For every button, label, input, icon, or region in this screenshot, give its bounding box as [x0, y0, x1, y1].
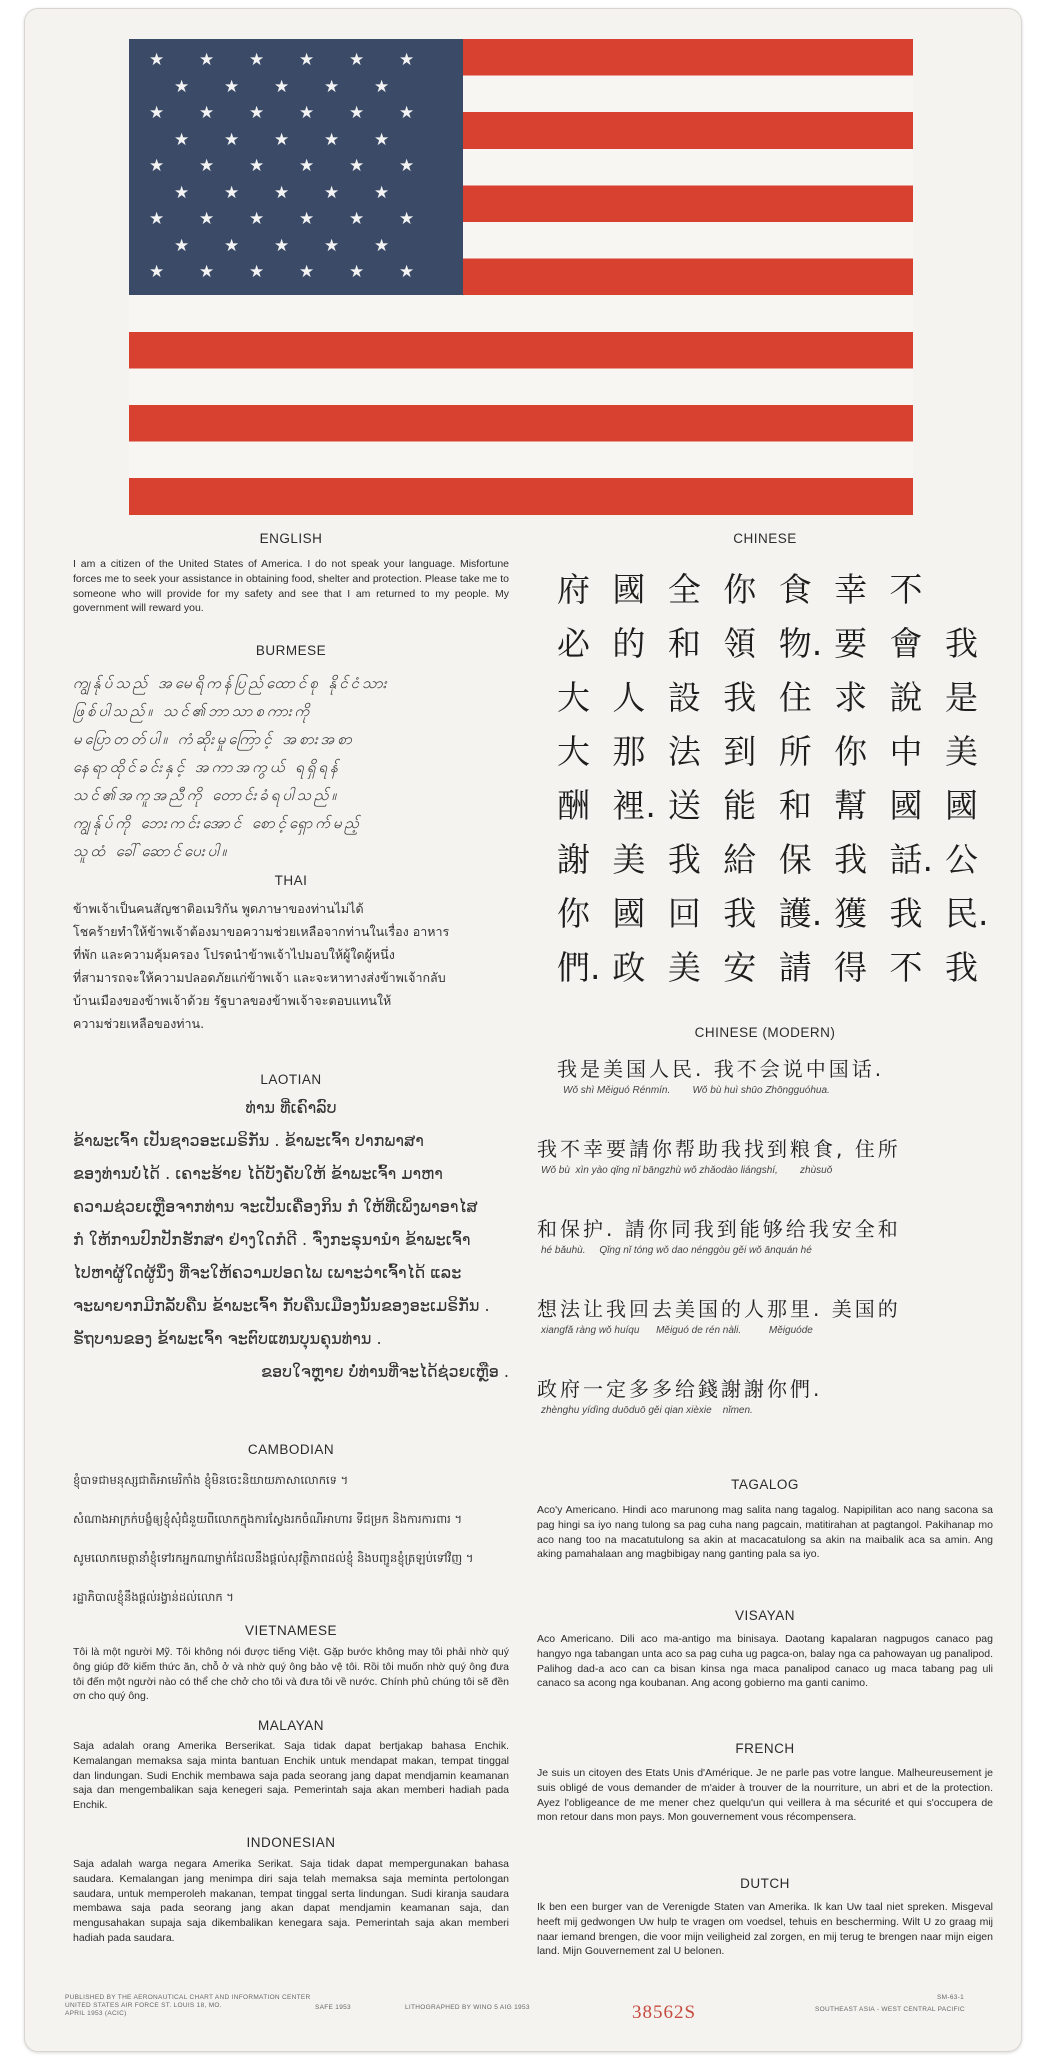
chinese-char: 美 — [667, 948, 701, 987]
flag-star-icon: ★ — [249, 156, 265, 175]
flag-star-icon: ★ — [249, 103, 265, 122]
burmese-heading: BURMESE — [255, 643, 327, 658]
cambodian-line: សូមលោកមេត្តានាំខ្ញុំទៅរកអ្នកណាម្នាក់ដែលនឹងផ្តល់សុវត្ថិភាពដល់ខ្ញុំ និងបញ្ជូនខ្ញុំត្រឡប់ទៅវិញ ។ — [73, 1551, 474, 1565]
flag-star-icon: ★ — [349, 50, 365, 69]
burmese-line: သူထံ ခေါ်ဆောင်ပေးပါ။ — [73, 842, 230, 860]
flag-star-icon: ★ — [274, 182, 290, 202]
chinese-char: 的 — [612, 624, 646, 663]
chinese-char: 裡. — [612, 786, 656, 825]
laotian-heading: LAOTIAN — [260, 1072, 322, 1087]
laotian-line: ທ່ານ ທີ່ເຄົາລົບ — [245, 1098, 337, 1117]
laotian-line: ກໍ ໃຫ້ການປົກປັກຮັກສາ ຢ່າງໃດກໍດີ . ຈົ່ງກະຣຸນານຳ ຂ້າພະເຈົ້າ — [73, 1230, 471, 1249]
burmese-line: ကျွန်ုပ်ကို ဘေးကင်းအောင် စောင့်ရှောက်မည့် — [73, 814, 363, 832]
flag-star-icon: ★ — [299, 103, 315, 122]
chinese-char: 物. — [778, 624, 823, 663]
chinese-char: 我 — [889, 894, 923, 933]
chinese-char: 獲 — [834, 894, 868, 933]
chinese-char: 你 — [834, 732, 868, 771]
chinese-char: 我 — [667, 840, 701, 879]
flag-star-icon: ★ — [274, 235, 290, 255]
chinese-modern-line: 我是美国人民. 我不会说中国话. — [557, 1057, 885, 1081]
thai-line: ความช่วยเหลือของท่าน. — [73, 1016, 205, 1031]
flag-star-icon: ★ — [199, 50, 215, 69]
burmese-line: နေရာထိုင်ခင်းနှင့် အကာအကွယ် ရရှိရန် — [73, 758, 341, 776]
chinese-char: 求 — [834, 678, 868, 717]
chinese-char: 政 — [612, 948, 646, 987]
flag-star-icon: ★ — [224, 129, 240, 149]
chinese-heading: CHINESE — [733, 531, 797, 546]
laotian-text — [73, 1091, 509, 1388]
stock-note: SAFE 1953 — [315, 2004, 351, 2011]
chinese-modern-line: 政府一定多多给錢謝謝你們. — [537, 1377, 823, 1401]
chinese-char: 護. — [778, 894, 823, 933]
chinese-char: 你 — [557, 894, 590, 933]
thai-text — [73, 897, 509, 1035]
pinyin-line: hé bǎuhù. Qǐng nǐ tóng wǒ dao nénggòu gěi wǒ ānquán hé — [541, 1245, 812, 1256]
thai-line: โชคร้ายทำให้ข้าพเจ้าต้องมาขอความช่วยเหลือจากท่านในเรื่อง อาหาร — [73, 924, 450, 939]
chinese-char: 是 — [944, 678, 978, 717]
flag-star-icon: ★ — [274, 76, 290, 96]
tagalog-heading: TAGALOG — [731, 1477, 799, 1492]
flag-star-icon: ★ — [299, 50, 315, 69]
flag-star-icon: ★ — [399, 209, 415, 228]
flag-star-icon: ★ — [224, 182, 240, 202]
french-heading: FRENCH — [735, 1741, 795, 1756]
publisher-note: PUBLISHED BY THE AERONAUTICAL CHART AND INFORMATION CENTER UNITED STATES AIR FORCE ST. LOUIS 18, MO. APRIL 1953 (ACIC) — [65, 1994, 311, 2017]
chinese-row — [557, 725, 997, 779]
english-text: I am a citizen of the United States of America. I do not speak your language. Misfortune forces me to seek your assistance in obtaining food, shelter and protection. Please take me to someone who will provide for my safety and see that I am returned to my people. My government will reward you. — [73, 558, 509, 615]
thai-line: ข้าพเจ้าเป็นคนสัญชาติอเมริกัน พูดภาษาของท่านไม่ได้ — [73, 901, 364, 916]
chinese-char: 說 — [889, 678, 923, 717]
chinese-char: 我 — [723, 894, 757, 933]
laotian-line: ຂ້າພະເຈົ້າ ເປັນຊາວອະເມຣິກັນ . ຂ້າພະເຈົ້າ ປາກພາສາ — [73, 1131, 424, 1150]
flag-star-icon: ★ — [374, 76, 390, 96]
chinese-char: 不 — [889, 948, 923, 987]
flag-star-icon: ★ — [349, 209, 365, 228]
chinese-char: 美 — [612, 840, 646, 879]
chinese-char: 和 — [778, 786, 812, 825]
burmese-line: ကျွန်ုပ်သည် အမေရိကန်ပြည်ထောင်စု နိုင်ငံသား — [73, 674, 390, 692]
chinese-char: 保 — [778, 840, 812, 879]
chinese-char: 謝 — [557, 840, 590, 879]
malayan-heading: MALAYAN — [257, 1718, 325, 1733]
chinese-char: 國 — [944, 786, 978, 825]
laotian-line: ຂອບໃຈຫຼາຍ ບໍ່ທ່ານທີ່ຈະໄດ້ຊ່ວຍເຫຼືອ . — [261, 1362, 509, 1381]
chinese-char: 國 — [612, 570, 646, 609]
chinese-char: 話. — [889, 840, 934, 879]
chinese-char: 那 — [612, 732, 646, 771]
chinese-char — [945, 563, 997, 617]
chinese-char: 們. — [557, 948, 601, 987]
laotian-line: ໄປຫາຜູ້ໃດຜູ້ນຶ່ງ ທີ່ຈະໃຫ້ຄວາມປອດໄພ ເພາະວ່າເຈົ້າໄດ້ ແລະ — [73, 1263, 462, 1282]
pinyin-line: xiangfǎ ràng wǒ huíqu Měiguó de rén nàli. Měiguóde — [541, 1325, 813, 1336]
dutch-text: Ik ben een burger van de Verenigde Staten van Amerika. Ik kan Uw taal niet spreken. Misgeval heeft mij gedwongen Uw hulp te vragen om voedsel, tehuis en bescherming. Wilt U zo graag mij naar iemand brengen, die voor mijn veiligheid zal zorgen, en mij terug te brengen naar mijn eigen land. Mijn Gouvernement zal U belonen. — [537, 1901, 993, 1958]
flag-star-icon: ★ — [249, 262, 265, 281]
english-heading: ENGLISH — [259, 531, 323, 546]
chinese-modern-line: 想法让我回去美国的人那里. 美国的 — [537, 1297, 901, 1321]
dutch-heading: DUTCH — [740, 1876, 790, 1891]
flag-star-icon: ★ — [174, 235, 190, 255]
chinese-char: 食 — [778, 570, 812, 609]
cambodian-line: សំណាងអាក្រក់បង្ខំឲ្យខ្ញុំសុំជំនួយពីលោកក្នុងការស្វែងរកចំណីអាហារ ទីជម្រក និងការការពារ ។ — [73, 1512, 463, 1526]
flag-star-icon: ★ — [324, 76, 340, 96]
chinese-char: 公 — [944, 840, 978, 879]
pinyin-line: Wǒ shì Měiguó Rénmín. Wǒ bù huì shūo Zhōngguóhua. — [563, 1085, 830, 1096]
flag-star-icon: ★ — [174, 182, 190, 202]
flag-canton — [129, 39, 463, 295]
flag-star-icon: ★ — [174, 76, 190, 96]
chinese-char: 住 — [778, 678, 812, 717]
us-flag — [129, 39, 913, 515]
laotian-line: ຈະພາຍາກມີກລັບຄືນ ຂ້າພະເຈົ້າ ກັບຄືນເມືອງນັ້ນຂອງອະເມຣິກັນ . — [73, 1296, 490, 1315]
chinese-char: 中 — [889, 732, 923, 771]
flag-star-icon: ★ — [224, 235, 240, 255]
cambodian-line: រដ្ឋាភិបាលខ្ញុំនឹងផ្តល់រង្វាន់ដល់លោក ។ — [73, 1590, 234, 1604]
laotian-line: ຄວາມຊ່ວຍເຫຼືອຈາກທ່ານ ຈະເປັນເຄື່ອງກິນ ກໍ ໃຫ້ທີ່ເພິ່ງພາອາໄສ — [73, 1197, 478, 1216]
chinese-char: 美 — [944, 732, 978, 771]
blood-chit-sheet — [24, 8, 1022, 2052]
flag-star-icon: ★ — [149, 209, 165, 228]
chinese-modern-line: 和保护. 請你同我到能够给我安全和 — [537, 1217, 901, 1241]
flag-star-icon: ★ — [199, 209, 215, 228]
chinese-char: 我 — [944, 948, 978, 987]
chinese-char: 安 — [723, 948, 757, 987]
chinese-char: 人 — [612, 678, 646, 717]
tagalog-text: Aco'y Americano. Hindi aco marunong mag salita nang tagalog. Napipilitan aco nang sacona sa pag hingi sa iyo nang tulong sa pag cuha nang pagcain, matitirahan at pagtangol. Pakihanap mo aco nang too na macatutulong sa akin at macacatulong sa akin na maibalik aca sa amin. Ang aking pamahalaan ang magbibigay nang ganting pala sa iyo. — [537, 1504, 993, 1561]
flag-star-icon: ★ — [199, 262, 215, 281]
cambodian-text — [73, 1461, 509, 1617]
chinese-char: 幸 — [834, 570, 868, 609]
thai-line: ที่สามารถจะให้ความปลอดภัยแก่ข้าพเจ้า และจะหาทางส่งข้าพเจ้ากลับ — [73, 970, 446, 985]
chinese-row — [557, 779, 997, 833]
chinese-char: 到 — [723, 732, 757, 771]
pinyin-line: zhènghu yídìng duōduō gěi qian xièxie nǐmen. — [541, 1405, 753, 1416]
chinese-char: 我 — [834, 840, 868, 879]
cambodian-heading: CAMBODIAN — [247, 1442, 335, 1457]
chinese-char: 我 — [723, 678, 757, 717]
laotian-line: ຣັຖບານຂອງ ຂ້າພະເຈົ້າ ຈະຕົບແທນບຸນຄຸນທ່ານ . — [73, 1329, 382, 1348]
flag-star-icon: ★ — [299, 209, 315, 228]
flag-star-icon: ★ — [149, 156, 165, 175]
flag-star-icon: ★ — [399, 50, 415, 69]
flag-star-icon: ★ — [224, 76, 240, 96]
area-note: SOUTHEAST ASIA - WEST CENTRAL PACIFIC — [815, 2006, 965, 2013]
flag-star-icon: ★ — [199, 103, 215, 122]
flag-star-icon: ★ — [299, 156, 315, 175]
chinese-char: 不 — [889, 570, 923, 609]
chinese-char: 所 — [778, 732, 812, 771]
flag-star-icon: ★ — [399, 156, 415, 175]
chinese-row — [557, 617, 997, 671]
chinese-char: 回 — [667, 894, 701, 933]
chinese-row — [557, 887, 997, 941]
sheet-code: SM-63-1 — [937, 1994, 965, 2001]
vietnamese-text: Tôi là một người Mỹ. Tôi không nói được tiếng Việt. Gặp bước không may tôi phải nhờ quý ông giúp đỡ kiếm thức ăn, chỗ ở và nhờ quý ông bảo vệ tôi. Rồi tôi muốn nhờ quý ông đưa tôi đến một người nào có thể che chở cho tôi và đưa tôi về nước. Chính phủ chúng tôi sẽ đền ơn cho quý ông. — [73, 1646, 509, 1703]
flag-star-icon: ★ — [324, 235, 340, 255]
thai-line: บ้านเมืองของข้าพเจ้าด้วย รัฐบาลของข้าพเจ้าจะตอบแทนให้ — [73, 993, 392, 1008]
chinese-modern-heading: CHINESE (MODERN) — [694, 1025, 836, 1040]
chinese-char: 國 — [889, 786, 923, 825]
flag-star-icon: ★ — [324, 129, 340, 149]
flag-star-icon: ★ — [349, 103, 365, 122]
flag-star-icon: ★ — [149, 262, 165, 281]
chinese-char: 設 — [667, 678, 701, 717]
chinese-char: 必 — [557, 624, 590, 663]
lithograph-note: LITHOGRAPHED BY WINO 5 AIG 1953 — [405, 2004, 530, 2011]
thai-line: ที่พัก และความคุ้มครอง โปรดนำข้าพเจ้าไปมอบให้ผู้ใดผู้หนึ่ง — [73, 947, 395, 962]
chinese-char: 送 — [667, 786, 701, 825]
flag-star-icon: ★ — [249, 50, 265, 69]
flag-star-icon: ★ — [299, 262, 315, 281]
malayan-text: Saja adalah orang Amerika Berserikat. Saja tidak dapat bertjakap bahasa Enchik. Kemalangan memaksa saja minta bantuan Enchik untuk mendapat makan, tempat tinggal dan lindungan. Sudi Enchik membawa saja pada seorang jang dapat mendjamin keamanan saja dan mengembalikan saja kenegeri saja. Pemerintah saja akan memberi hadiah pada Enchik. — [73, 1740, 509, 1812]
chinese-char: 得 — [834, 948, 868, 987]
french-text: Je suis un citoyen des Etats Unis d'Amérique. Je ne parle pas votre langue. Malheureusement je suis obligé de vous demander de m'aider à trouver de la nourriture, un abri et de la protection. Ayez l'obligeance de me mener chez quelqu'un qui veillera à ma sécurité et qui s'occupera de mon retour dans mon pays. Mon gouvernement vous récompensera. — [537, 1767, 993, 1824]
indonesian-heading: INDONESIAN — [246, 1835, 336, 1850]
chinese-row — [557, 563, 997, 617]
chinese-char: 領 — [723, 624, 757, 663]
chinese-char: 酬 — [557, 786, 590, 825]
flag-star-icon: ★ — [349, 262, 365, 281]
laotian-line: ຂອງທ່ານບໍ່ໄດ້ . ເຄາະຮ້າຍ ໄດ້ບັງຄັບໃຫ້ ຂ້າພະເຈົ້າ ມາຫາ — [73, 1164, 443, 1183]
flag-star-icon: ★ — [374, 235, 390, 255]
burmese-line: ဖြစ်ပါသည်။ သင်၏ဘာသာစကားကို — [73, 702, 313, 720]
chinese-char: 民. — [944, 894, 989, 933]
flag-star-icon: ★ — [374, 182, 390, 202]
burmese-line: မပြောတတ်ပါ။ ကံဆိုးမှုကြောင့် အစားအစာ — [73, 730, 355, 748]
chinese-char: 和 — [667, 624, 701, 663]
thai-heading: THAI — [274, 873, 308, 888]
pinyin-line: Wǒ bù xìn yào qǐng nǐ bāngzhù wǒ zhǎodào liángshí, zhùsuǒ — [541, 1165, 833, 1176]
chinese-row — [557, 671, 997, 725]
flag-star-icon: ★ — [249, 209, 265, 228]
visayan-text: Aco Americano. Dili aco ma-antigo ma binisaya. Daotang kapalaran nagpugos canaco pag hangyo nga tabangan unta aco sa pag cuha ug pagca-on, balay nga ca pahowayan ug panalipod. Palihog dad-a aco can ca bisan kinsa nga maca panalipod canaco ug maca tabang pag uli canaco sa acong nga koubanan. Ang acong gobierno ma ganti canimo. — [537, 1633, 993, 1690]
flag-star-icon: ★ — [274, 129, 290, 149]
burmese-line: သင်၏အကူအညီကို တောင်းခံရပါသည်။ — [73, 786, 340, 804]
flag-star-icon: ★ — [399, 103, 415, 122]
chinese-char: 全 — [667, 570, 701, 609]
chinese-char: 你 — [723, 570, 757, 609]
chinese-char: 法 — [667, 732, 701, 771]
chinese-row — [557, 833, 997, 887]
flag-star-icon: ★ — [399, 262, 415, 281]
chinese-char: 我 — [944, 624, 978, 663]
flag-star-icon: ★ — [199, 156, 215, 175]
burmese-text — [73, 669, 509, 865]
chinese-text — [557, 563, 997, 995]
flag-star-icon: ★ — [149, 50, 165, 69]
flag-star-icon: ★ — [324, 182, 340, 202]
chinese-char: 幫 — [834, 786, 868, 825]
visayan-heading: VISAYAN — [734, 1608, 796, 1623]
chinese-char: 大 — [557, 678, 590, 717]
cambodian-line: ខ្ញុំបាទជាមនុស្សជាតិអាមេរិកាំង ខ្ញុំមិនចេះនិយាយភាសាលោកទេ ។ — [73, 1473, 349, 1487]
chinese-row — [557, 941, 997, 995]
vietnamese-heading: VIETNAMESE — [244, 1623, 338, 1638]
chinese-char: 大 — [557, 732, 590, 771]
flag-star-icon: ★ — [149, 103, 165, 122]
indonesian-text: Saja adalah warga negara Amerika Serikat. Saja tidak dapat mempergunakan bahasa saudara. Kemalangan jang menimpa diri saja telah memaksa saja meminta pertolongan saudara, untuk memperoleh makanan, tempat tinggal serta lindungan. Sudi kiranja saudara membawa saja pada seorang jang akan dapat mendjamin keamanan saja, dan mengusahakan supaja saja dikembalikan kenegara saja. Pemerintah saja akan memberi hadiah pada saudara. — [73, 1858, 509, 1944]
flag-star-icon: ★ — [349, 156, 365, 175]
chinese-char: 會 — [889, 624, 923, 663]
chinese-char: 請 — [778, 948, 812, 987]
chinese-modern-line: 我不幸要請你帮助我找到粮食, 住所 — [537, 1137, 901, 1161]
chinese-char: 給 — [723, 840, 757, 879]
chinese-char: 能 — [723, 786, 757, 825]
serial-number: 38562S — [632, 2002, 697, 2023]
flag-star-icon: ★ — [374, 129, 390, 149]
chinese-char: 府 — [557, 570, 590, 609]
flag-star-icon: ★ — [174, 129, 190, 149]
chinese-char: 要 — [834, 624, 868, 663]
chinese-char: 國 — [612, 894, 646, 933]
